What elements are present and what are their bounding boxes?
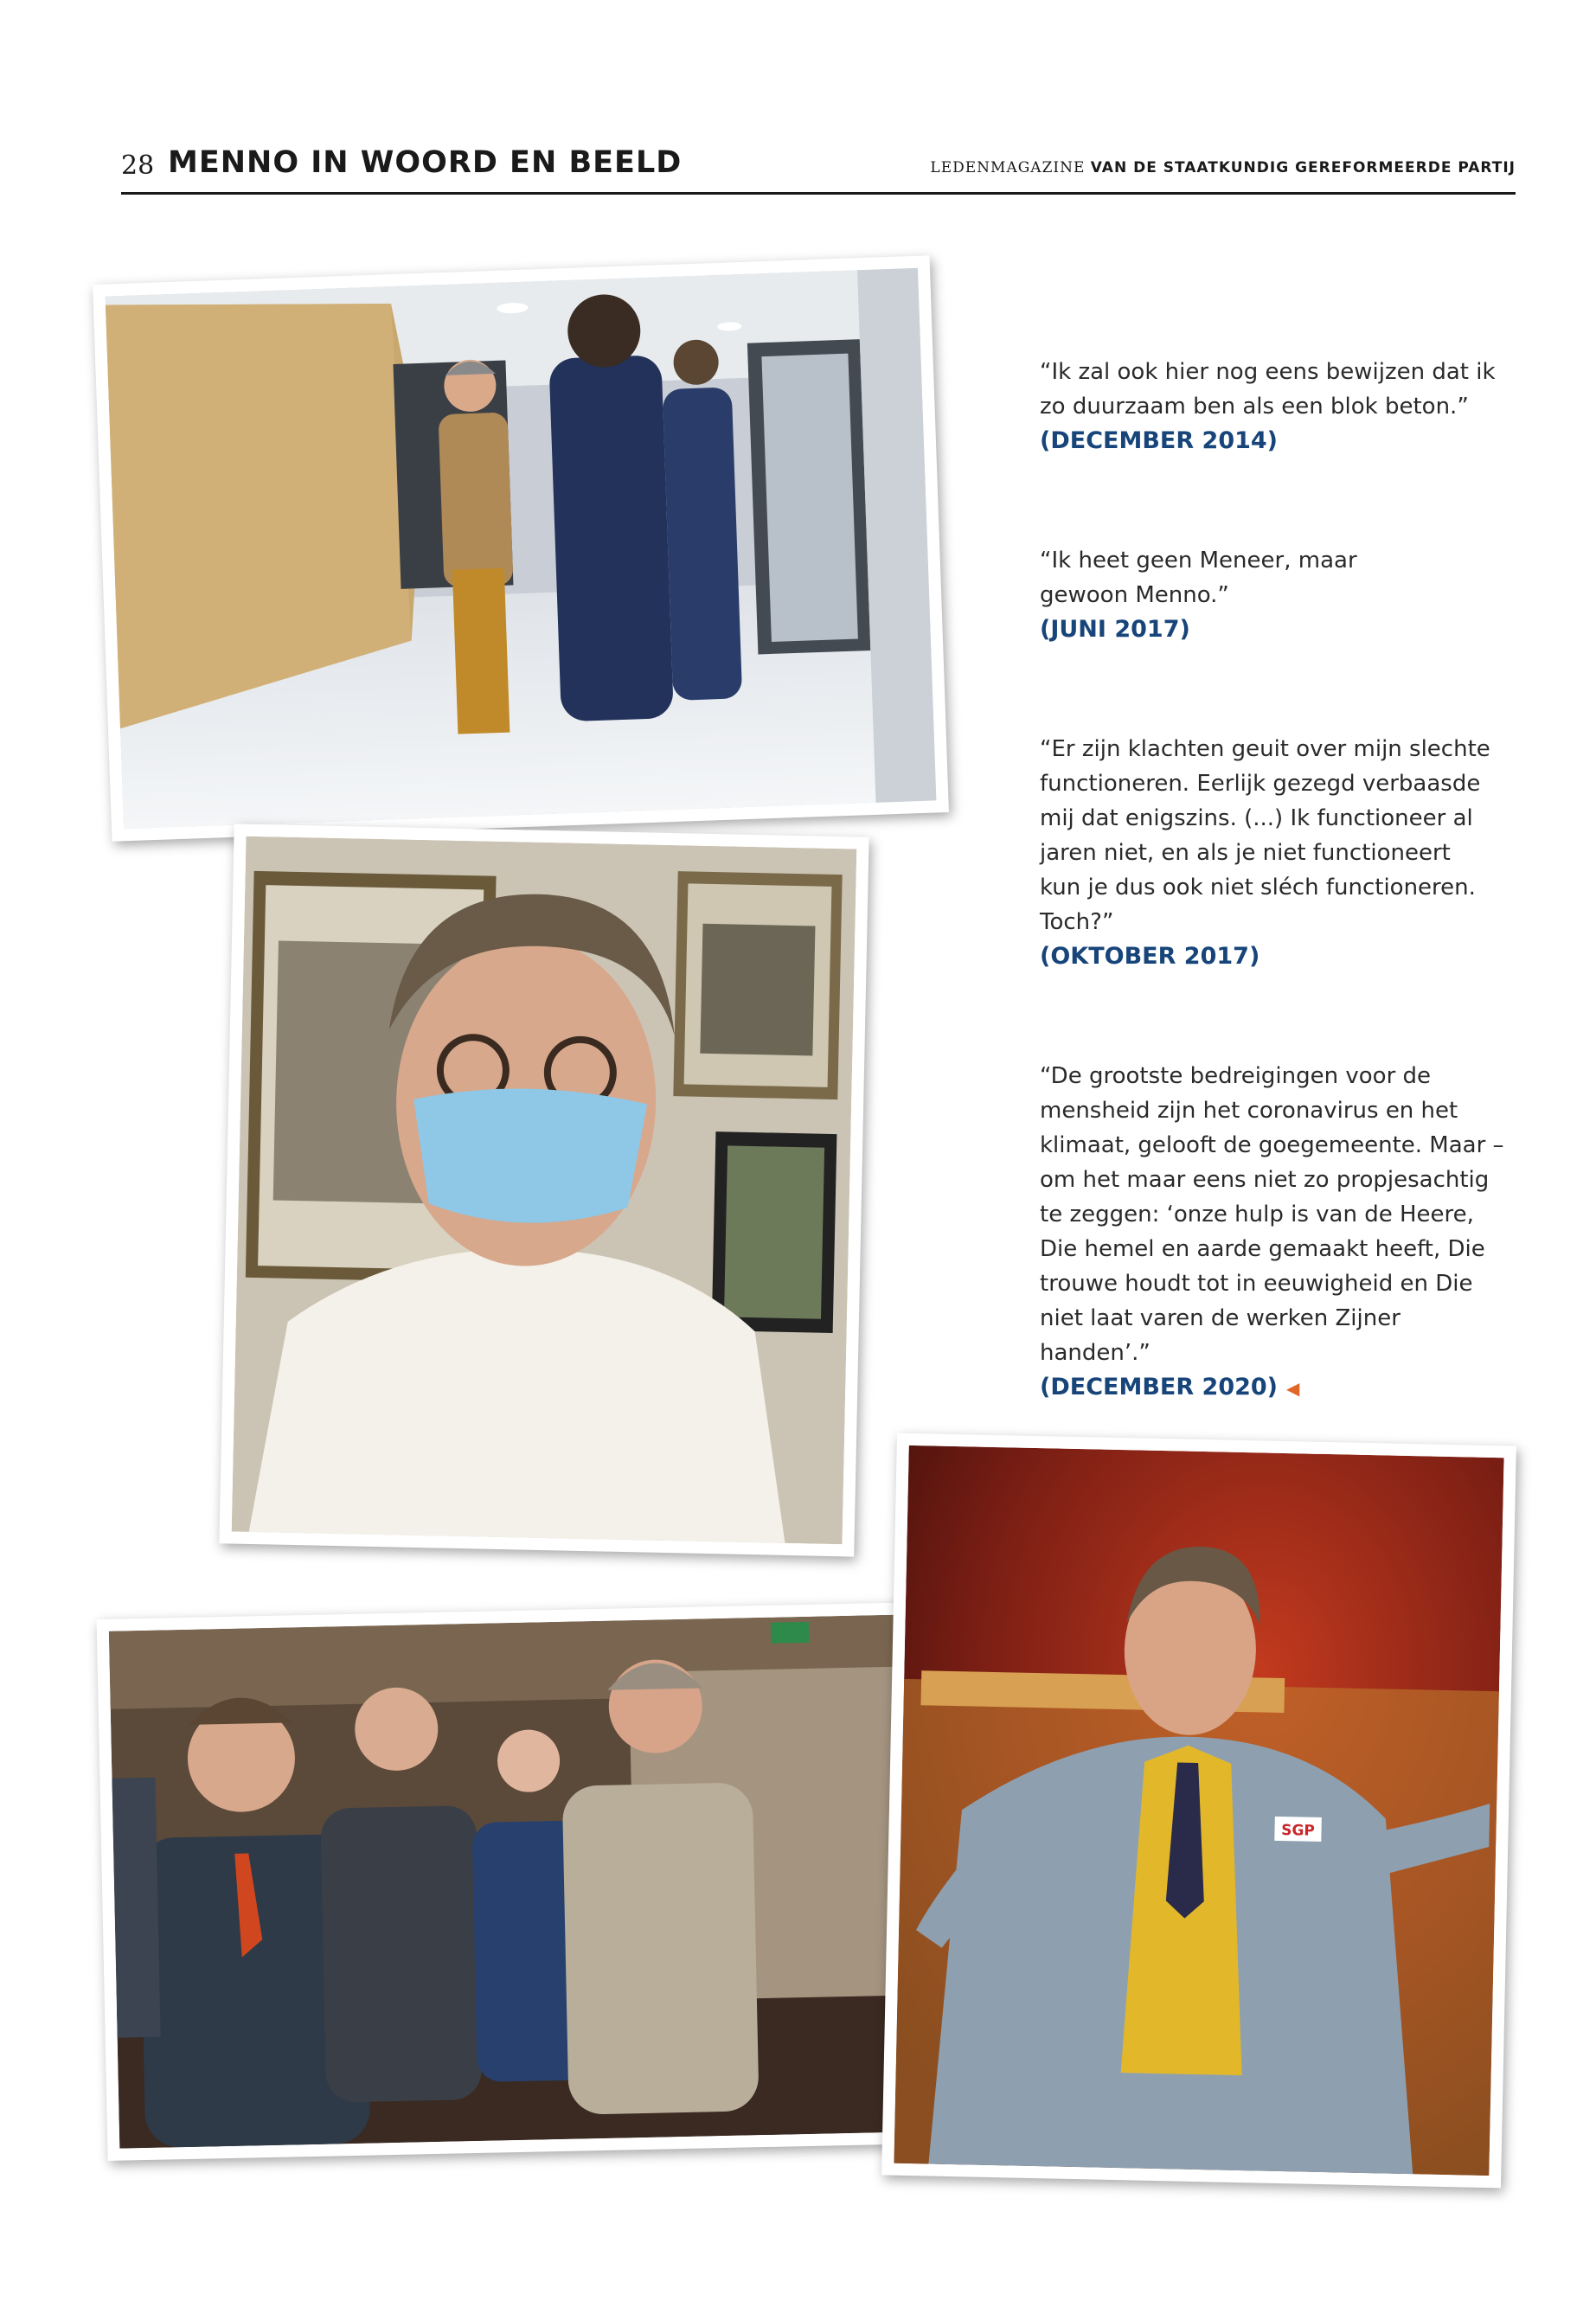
quote-item xyxy=(1040,355,1507,458)
quote-text: “Ik zal ook hier nog eens bewijzen dat ik zo duurzaam ben als een blok beton.” xyxy=(1040,359,1496,420)
magazine-name-light: LEDENMAGAZINE xyxy=(930,159,1086,176)
quote-item xyxy=(1040,732,1507,974)
photo-speaker-podium xyxy=(881,1433,1516,2189)
quotes-column xyxy=(1040,355,1507,1490)
photo-face-mask xyxy=(219,824,869,1556)
quote-date: (OKTOBER 2017) xyxy=(1040,943,1260,970)
quote-text: “De grootste bedreigingen voor de mensheid zijn het coronavirus en het klimaat, gelooft de goegemeente. Maar – om het maar eens niet zo propjesachtig te zeggen: ‘onze hulp is van de Heere, Die hemel en aarde gemaakt heeft, Die trouwe houdt tot in eeuwigheid en Die niet laat varen de werken Zijner handen’.” xyxy=(1040,1063,1504,1366)
quote-date-text: (DECEMBER 2020) xyxy=(1040,1374,1279,1400)
page-header xyxy=(121,145,1516,195)
quote-date: (DECEMBER 2014) xyxy=(1040,427,1279,454)
quote-text: “Er zijn klachten geuit over mijn slechte functioneren. Eerlijk gezegd verbaasde mij dat enigszins. (...) Ik functioneer al jaren niet, en als je niet functioneert kun je dus ook niet sléch functioneren. Toch?” xyxy=(1040,736,1490,935)
photo-interview-corridor xyxy=(93,255,949,841)
magazine-name xyxy=(930,159,1516,176)
photo-group-conversation xyxy=(97,1602,937,2161)
quote-text: “Ik heet geen Meneer, maar gewoon Menno.” xyxy=(1040,548,1357,608)
section-title: MENNO IN WOORD EN BEELD xyxy=(168,145,683,180)
end-of-article-icon: ◀ xyxy=(1286,1378,1300,1399)
sgp-badge-label: SGP xyxy=(1280,1822,1316,1840)
page-number: 28 xyxy=(121,151,155,181)
quote-item xyxy=(1040,1059,1507,1406)
quote-date: (JUNI 2017) xyxy=(1040,616,1190,643)
quote-item xyxy=(1040,543,1507,647)
magazine-name-bold: VAN DE STAATKUNDIG GEREFORMEERDE PARTIJ xyxy=(1090,159,1516,176)
quote-date xyxy=(1040,1370,1507,1406)
